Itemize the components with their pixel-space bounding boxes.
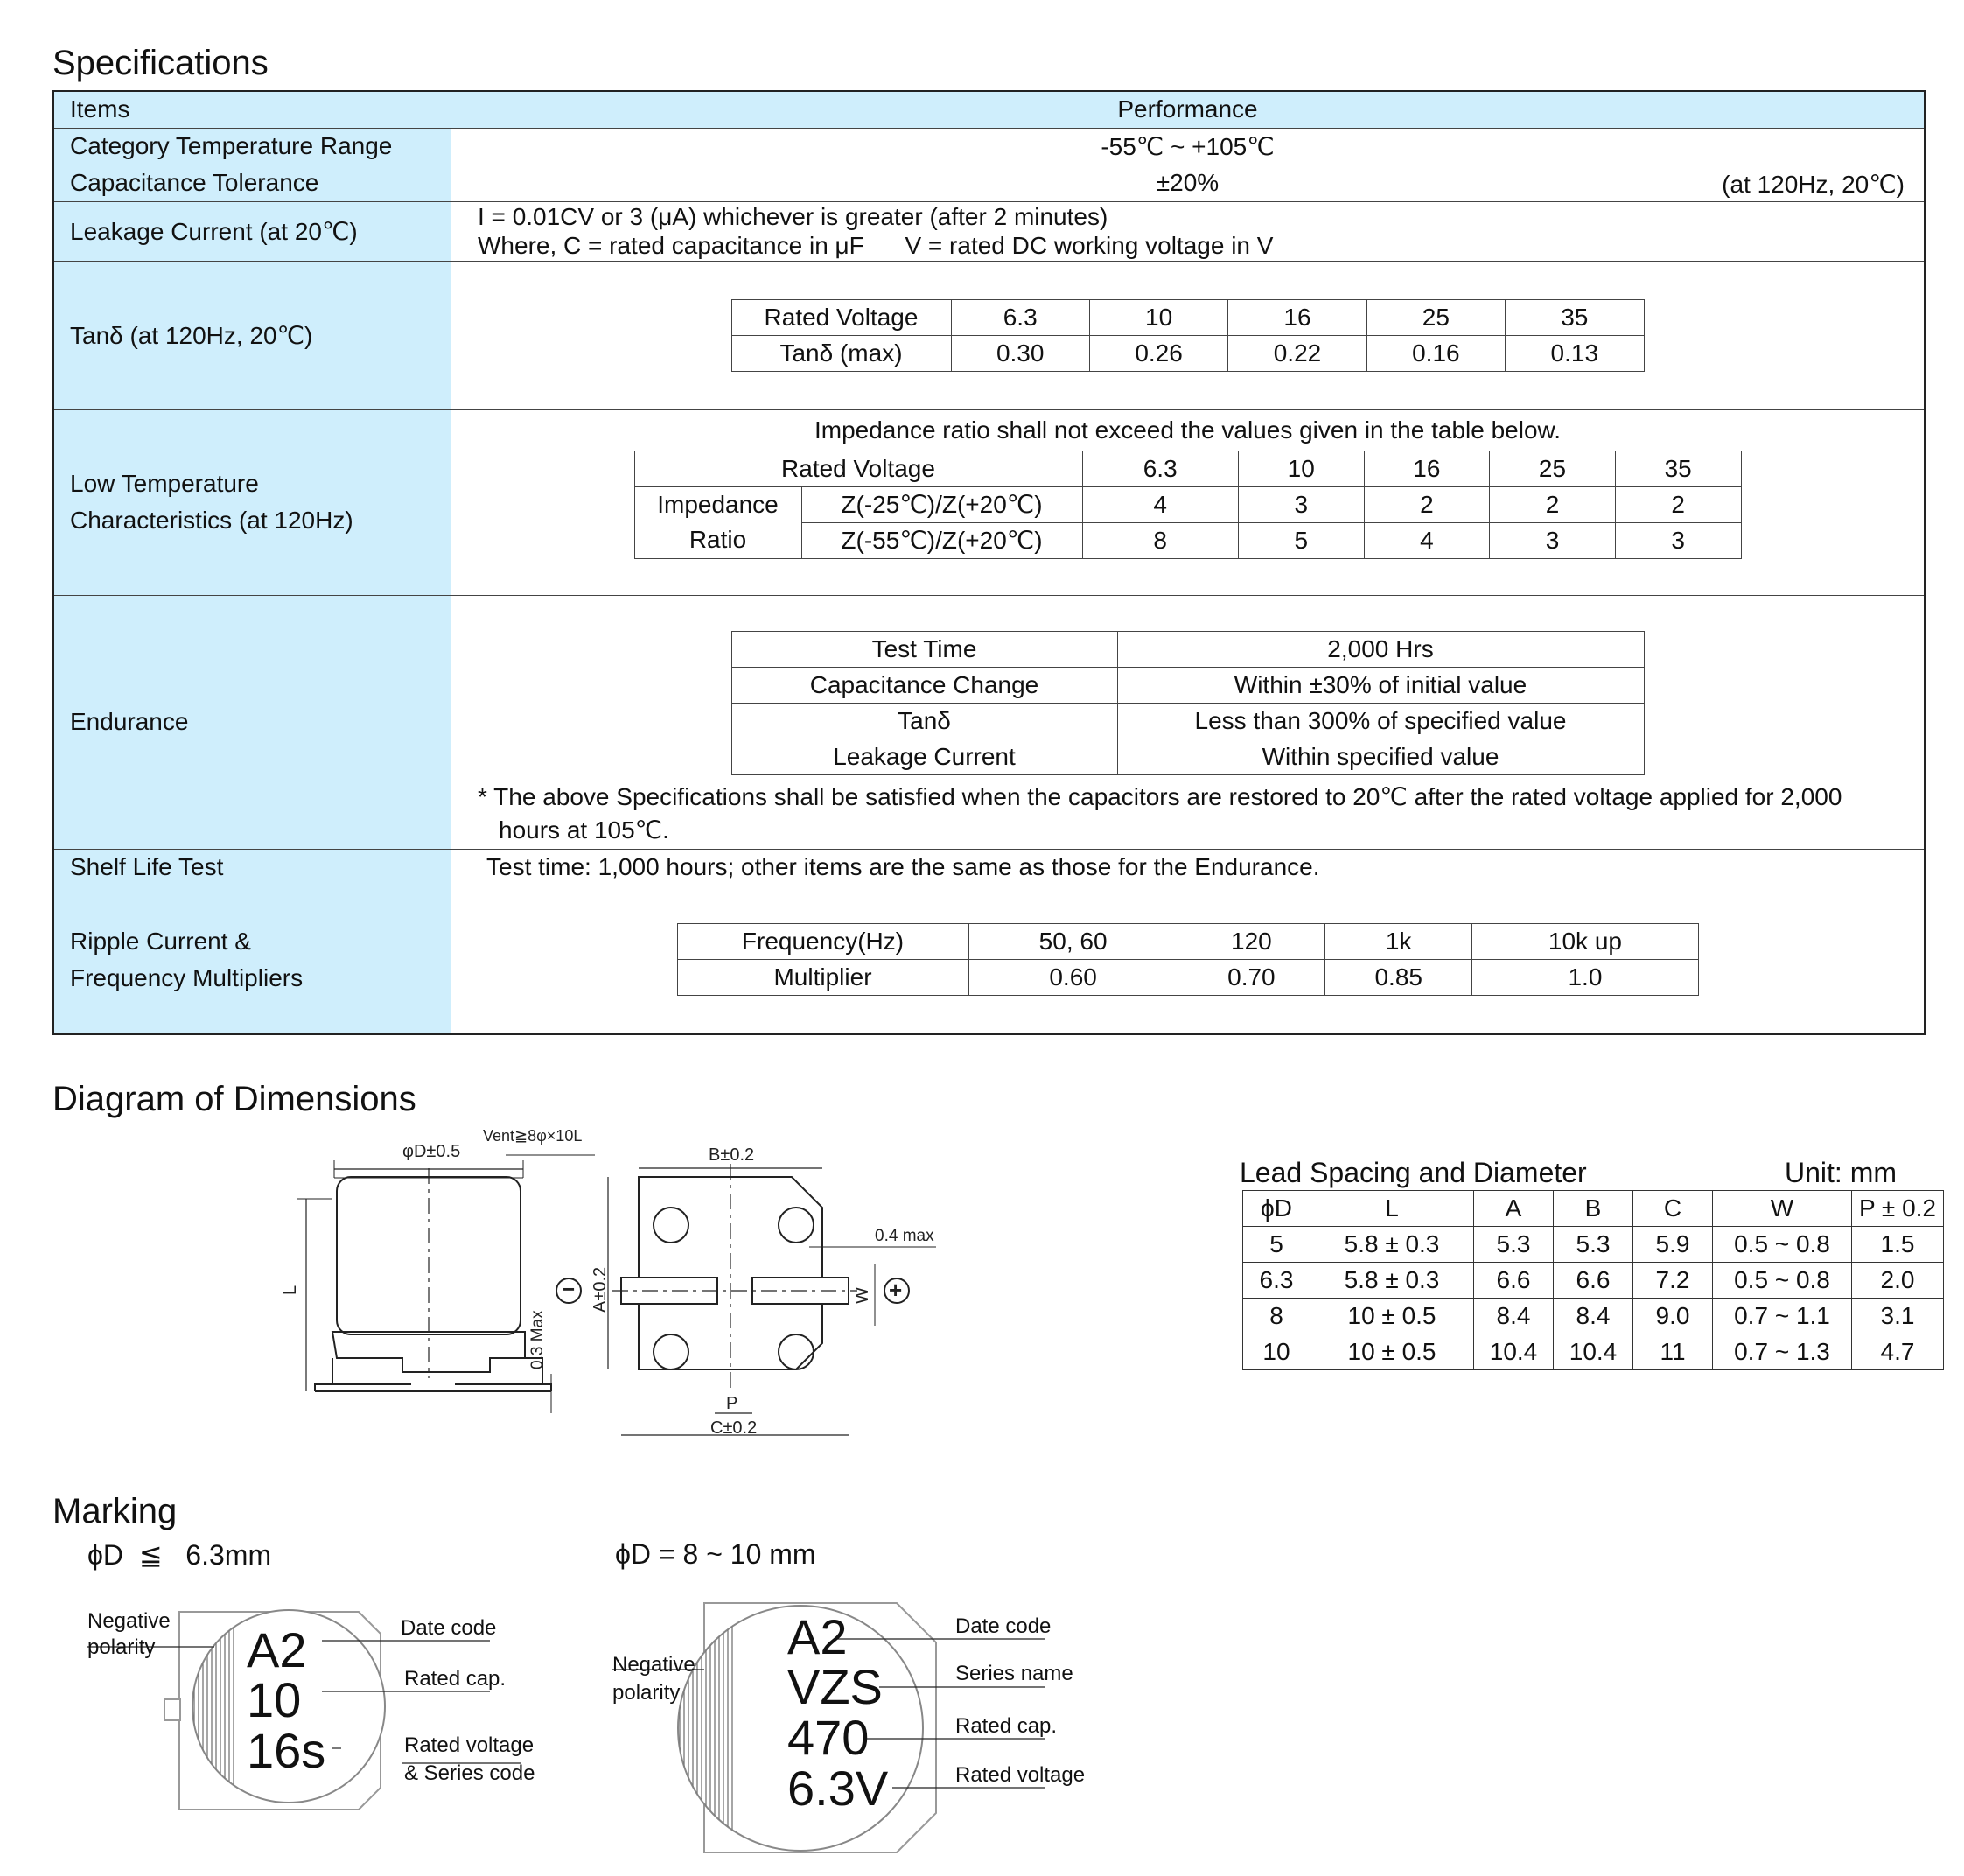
cap-tol-cell xyxy=(451,164,1926,201)
label-minus: − xyxy=(562,1276,576,1302)
lowtemp-cell: 4 xyxy=(1082,486,1238,522)
lead-cell: 8 xyxy=(1243,1298,1310,1334)
tand-table xyxy=(731,299,1645,372)
lead-cell: 8.4 xyxy=(1554,1298,1633,1334)
lead-cell: 0.5 ~ 0.8 xyxy=(1713,1227,1852,1263)
tand-cell: 0.30 xyxy=(951,335,1089,371)
small-date: Date code xyxy=(401,1616,497,1640)
lead-cell: 9.0 xyxy=(1633,1298,1713,1334)
lowtemp-label-2: Characteristics (at 120Hz) xyxy=(70,507,353,534)
endurance-row xyxy=(731,667,1644,703)
ripple-row-freq xyxy=(677,924,1698,960)
lead-cell: 5.3 xyxy=(1554,1227,1633,1263)
large-volt: Rated voltage xyxy=(955,1763,1086,1787)
lead-cell: C xyxy=(1633,1191,1713,1227)
label-03max: 0.3 Max xyxy=(528,1310,547,1369)
lowtemp-table xyxy=(634,451,1742,559)
lowtemp-cell: 8 xyxy=(1082,522,1238,558)
tand-cell: 25 xyxy=(1366,299,1505,335)
lowtemp-row-55 xyxy=(634,522,1741,558)
marking-large-diagram xyxy=(608,1592,1098,1855)
dimensions-heading: Diagram of Dimensions xyxy=(52,1080,416,1118)
ripple-row-mult xyxy=(677,960,1698,996)
lead-title: Lead Spacing and Diameter xyxy=(1240,1157,1587,1188)
lead-cell: 4.7 xyxy=(1852,1334,1944,1370)
label-A: A±0.2 xyxy=(591,1266,610,1312)
ripple-cell xyxy=(451,886,1926,1034)
lead-cell: 11 xyxy=(1633,1334,1713,1370)
lead-head-row xyxy=(1243,1191,1944,1227)
cap-tol-value: ±20% xyxy=(1156,169,1220,196)
lowtemp-intro: Impedance ratio shall not exceed the values given in the table below. xyxy=(814,416,1561,444)
lead-cell: 6.6 xyxy=(1554,1263,1633,1298)
lowtemp-cell: 2 xyxy=(1615,486,1741,522)
lowtemp-head-row xyxy=(634,451,1741,486)
ripple-cell: 10k up xyxy=(1472,924,1698,960)
lead-cell: 3.1 xyxy=(1852,1298,1944,1334)
tand-cell: 0.13 xyxy=(1506,335,1644,371)
dimension-diagram xyxy=(280,1129,980,1461)
category-temp-value: -55℃ ~ +105℃ xyxy=(451,128,1926,164)
endurance-row xyxy=(731,738,1644,774)
marking-small-title: ϕD ≦ 6.3mm xyxy=(87,1539,272,1571)
side-view-foot xyxy=(315,1358,551,1391)
ripple-cell: Multiplier xyxy=(677,960,968,996)
ripple-label-1: Ripple Current & xyxy=(70,927,251,955)
lead-cell: 10 xyxy=(1243,1334,1310,1370)
lowtemp-cell: 3 xyxy=(1238,486,1364,522)
lowtemp-cell: 2 xyxy=(1364,486,1490,522)
spec-table xyxy=(52,90,1926,1035)
lead-cell: 10.4 xyxy=(1554,1334,1633,1370)
label-B: B±0.2 xyxy=(709,1145,755,1165)
lead-cell: 10 ± 0.5 xyxy=(1310,1334,1474,1370)
endurance-cell: Within specified value xyxy=(1117,738,1644,774)
endurance-cell: Less than 300% of specified value xyxy=(1117,703,1644,738)
lead-cell: 5 xyxy=(1243,1227,1310,1263)
ripple-cell: 1k xyxy=(1325,924,1472,960)
tand-cell: Tanδ (max) xyxy=(731,335,951,371)
lowtemp-cell: Z(-55℃)/Z(+20℃) xyxy=(801,522,1082,558)
large-neg-2: polarity xyxy=(612,1681,681,1704)
lead-cell: 5.3 xyxy=(1474,1227,1554,1263)
endurance-cell: Test Time xyxy=(731,631,1117,667)
lead-cell: ϕD xyxy=(1243,1191,1310,1227)
endurance-row xyxy=(731,703,1644,738)
large-cap: Rated cap. xyxy=(955,1714,1058,1738)
tand-cell: 6.3 xyxy=(951,299,1089,335)
endurance-cell: Leakage Current xyxy=(731,738,1117,774)
lead-row xyxy=(1243,1334,1944,1370)
tand-cell xyxy=(451,261,1926,410)
large-line-1: A2 xyxy=(787,1609,848,1664)
shelf-value: Test time: 1,000 hours; other items are the same as those for the Endurance. xyxy=(451,849,1926,886)
large-date: Date code xyxy=(955,1614,1052,1638)
small-line-3: 16s xyxy=(247,1723,326,1778)
lowtemp-cell: 2 xyxy=(1490,486,1616,522)
label-P: P xyxy=(726,1394,738,1413)
lead-cell: 0.5 ~ 0.8 xyxy=(1713,1263,1852,1298)
lead-cell: 8.4 xyxy=(1474,1298,1554,1334)
small-volt-1: Rated voltage xyxy=(404,1733,535,1757)
lead-unit: Unit: mm xyxy=(1785,1157,1897,1188)
cap-tol-label: Capacitance Tolerance xyxy=(53,164,451,201)
endurance-label: Endurance xyxy=(53,595,451,849)
marking-large-title: ϕD = 8 ~ 10 mm xyxy=(615,1538,816,1570)
cap-tol-note: (at 120Hz, 20℃) xyxy=(1722,170,1905,198)
label-vent: Vent≧8φ×10L xyxy=(483,1129,583,1144)
leakage-line1: I = 0.01CV or 3 (μA) whichever is greater (after 2 minutes) xyxy=(478,203,1108,230)
tand-label: Tanδ (at 120Hz, 20℃) xyxy=(53,261,451,410)
endurance-cell: Tanδ xyxy=(731,703,1117,738)
ripple-cell: 0.60 xyxy=(968,960,1178,996)
lead-row xyxy=(1243,1227,1944,1263)
lead-cell: 2.0 xyxy=(1852,1263,1944,1298)
lead-cell: 5.9 xyxy=(1633,1227,1713,1263)
lowtemp-cell: Z(-25℃)/Z(+20℃) xyxy=(801,486,1082,522)
endurance-cell: Capacitance Change xyxy=(731,667,1117,703)
header-items: Items xyxy=(53,91,451,128)
lead-cell: B xyxy=(1554,1191,1633,1227)
label-C: C±0.2 xyxy=(710,1418,758,1438)
lowtemp-cell: 3 xyxy=(1490,522,1616,558)
ripple-label xyxy=(53,886,451,1034)
small-line-1: A2 xyxy=(247,1622,307,1677)
ripple-cell: 1.0 xyxy=(1472,960,1698,996)
tand-row-max xyxy=(731,335,1644,371)
endurance-cell: 2,000 Hrs xyxy=(1117,631,1644,667)
lowtemp-cell: Rated Voltage xyxy=(634,451,1082,486)
large-line-2: VZS xyxy=(787,1659,883,1714)
endurance-note-2: hours at 105℃. xyxy=(499,816,669,844)
category-temp-label: Category Temperature Range xyxy=(53,128,451,164)
marking-small-diagram xyxy=(79,1592,569,1829)
tand-row-voltage xyxy=(731,299,1644,335)
label-L: L xyxy=(281,1284,300,1295)
lead-cell: 5.8 ± 0.3 xyxy=(1310,1263,1474,1298)
small-volt-2: & Series code xyxy=(404,1761,535,1785)
lead-cell: 7.2 xyxy=(1633,1263,1713,1298)
lowtemp-row-25 xyxy=(634,486,1741,522)
lowtemp-cell: 35 xyxy=(1615,451,1741,486)
leakage-cell xyxy=(451,201,1926,261)
lead-cell: 0.7 ~ 1.3 xyxy=(1713,1334,1852,1370)
lead-table xyxy=(1242,1190,1944,1370)
small-neg-2: polarity xyxy=(87,1635,156,1659)
shelf-label: Shelf Life Test xyxy=(53,849,451,886)
lowtemp-label-1: Low Temperature xyxy=(70,470,259,497)
lowtemp-cell: Ratio xyxy=(634,522,801,558)
endurance-table xyxy=(731,631,1645,775)
lead-cell: L xyxy=(1310,1191,1474,1227)
lowtemp-cell: 10 xyxy=(1238,451,1364,486)
lowtemp-cell xyxy=(451,410,1926,595)
lowtemp-cell: Impedance xyxy=(634,486,801,522)
large-line-4: 6.3V xyxy=(787,1760,889,1816)
lowtemp-cell: 6.3 xyxy=(1082,451,1238,486)
tand-cell: 35 xyxy=(1506,299,1644,335)
header-performance: Performance xyxy=(451,91,1926,128)
label-04max: 0.4 max xyxy=(875,1227,934,1245)
ripple-cell: 50, 60 xyxy=(968,924,1178,960)
leakage-line2: Where, C = rated capacitance in μF V = rated DC working voltage in V xyxy=(478,232,1274,259)
lowtemp-label xyxy=(53,410,451,595)
ripple-table xyxy=(677,923,1699,996)
lead-cell: 6.6 xyxy=(1474,1263,1554,1298)
ripple-label-2: Frequency Multipliers xyxy=(70,963,304,991)
label-phid: φD±0.5 xyxy=(402,1142,461,1161)
tand-cell: 0.16 xyxy=(1366,335,1505,371)
large-series: Series name xyxy=(955,1662,1073,1685)
small-tab xyxy=(164,1699,180,1720)
small-line-2: 10 xyxy=(247,1672,302,1727)
leakage-label: Leakage Current (at 20℃) xyxy=(53,201,451,261)
large-neg-1: Negative xyxy=(612,1653,695,1676)
endurance-cell xyxy=(451,595,1926,849)
lead-row xyxy=(1243,1298,1944,1334)
ripple-cell: Frequency(Hz) xyxy=(677,924,968,960)
large-line-3: 470 xyxy=(787,1710,870,1765)
tand-cell: Rated Voltage xyxy=(731,299,951,335)
lead-cell: W xyxy=(1713,1191,1852,1227)
lead-cell: P ± 0.2 xyxy=(1852,1191,1944,1227)
lead-cell: 0.7 ~ 1.1 xyxy=(1713,1298,1852,1334)
lowtemp-cell: 5 xyxy=(1238,522,1364,558)
tand-cell: 0.26 xyxy=(1089,335,1227,371)
lead-row xyxy=(1243,1263,1944,1298)
tand-cell: 0.22 xyxy=(1228,335,1366,371)
endurance-row xyxy=(731,631,1644,667)
lowtemp-cell: 16 xyxy=(1364,451,1490,486)
spec-heading: Specifications xyxy=(52,44,269,82)
ripple-cell: 0.70 xyxy=(1178,960,1324,996)
lead-cell: 1.5 xyxy=(1852,1227,1944,1263)
tand-cell: 16 xyxy=(1228,299,1366,335)
lead-cell: 5.8 ± 0.3 xyxy=(1310,1227,1474,1263)
lowtemp-cell: 25 xyxy=(1490,451,1616,486)
endurance-cell: Within ±30% of initial value xyxy=(1117,667,1644,703)
lowtemp-cell: 4 xyxy=(1364,522,1490,558)
label-plus: + xyxy=(889,1277,903,1303)
lead-cell: 10.4 xyxy=(1474,1334,1554,1370)
ripple-cell: 0.85 xyxy=(1325,960,1472,996)
ripple-cell: 120 xyxy=(1178,924,1324,960)
small-cap: Rated cap. xyxy=(404,1667,507,1690)
tand-cell: 10 xyxy=(1089,299,1227,335)
label-W: W xyxy=(853,1287,872,1304)
lead-cell: A xyxy=(1474,1191,1554,1227)
marking-heading: Marking xyxy=(52,1492,178,1530)
lowtemp-cell: 3 xyxy=(1615,522,1741,558)
lead-cell: 6.3 xyxy=(1243,1263,1310,1298)
endurance-note-1: * The above Specifications shall be satisfied when the capacitors are restored to 20℃ after the rated voltage applied for 2,000 xyxy=(478,782,1842,810)
small-neg-1: Negative xyxy=(87,1609,171,1633)
lead-cell: 10 ± 0.5 xyxy=(1310,1298,1474,1334)
